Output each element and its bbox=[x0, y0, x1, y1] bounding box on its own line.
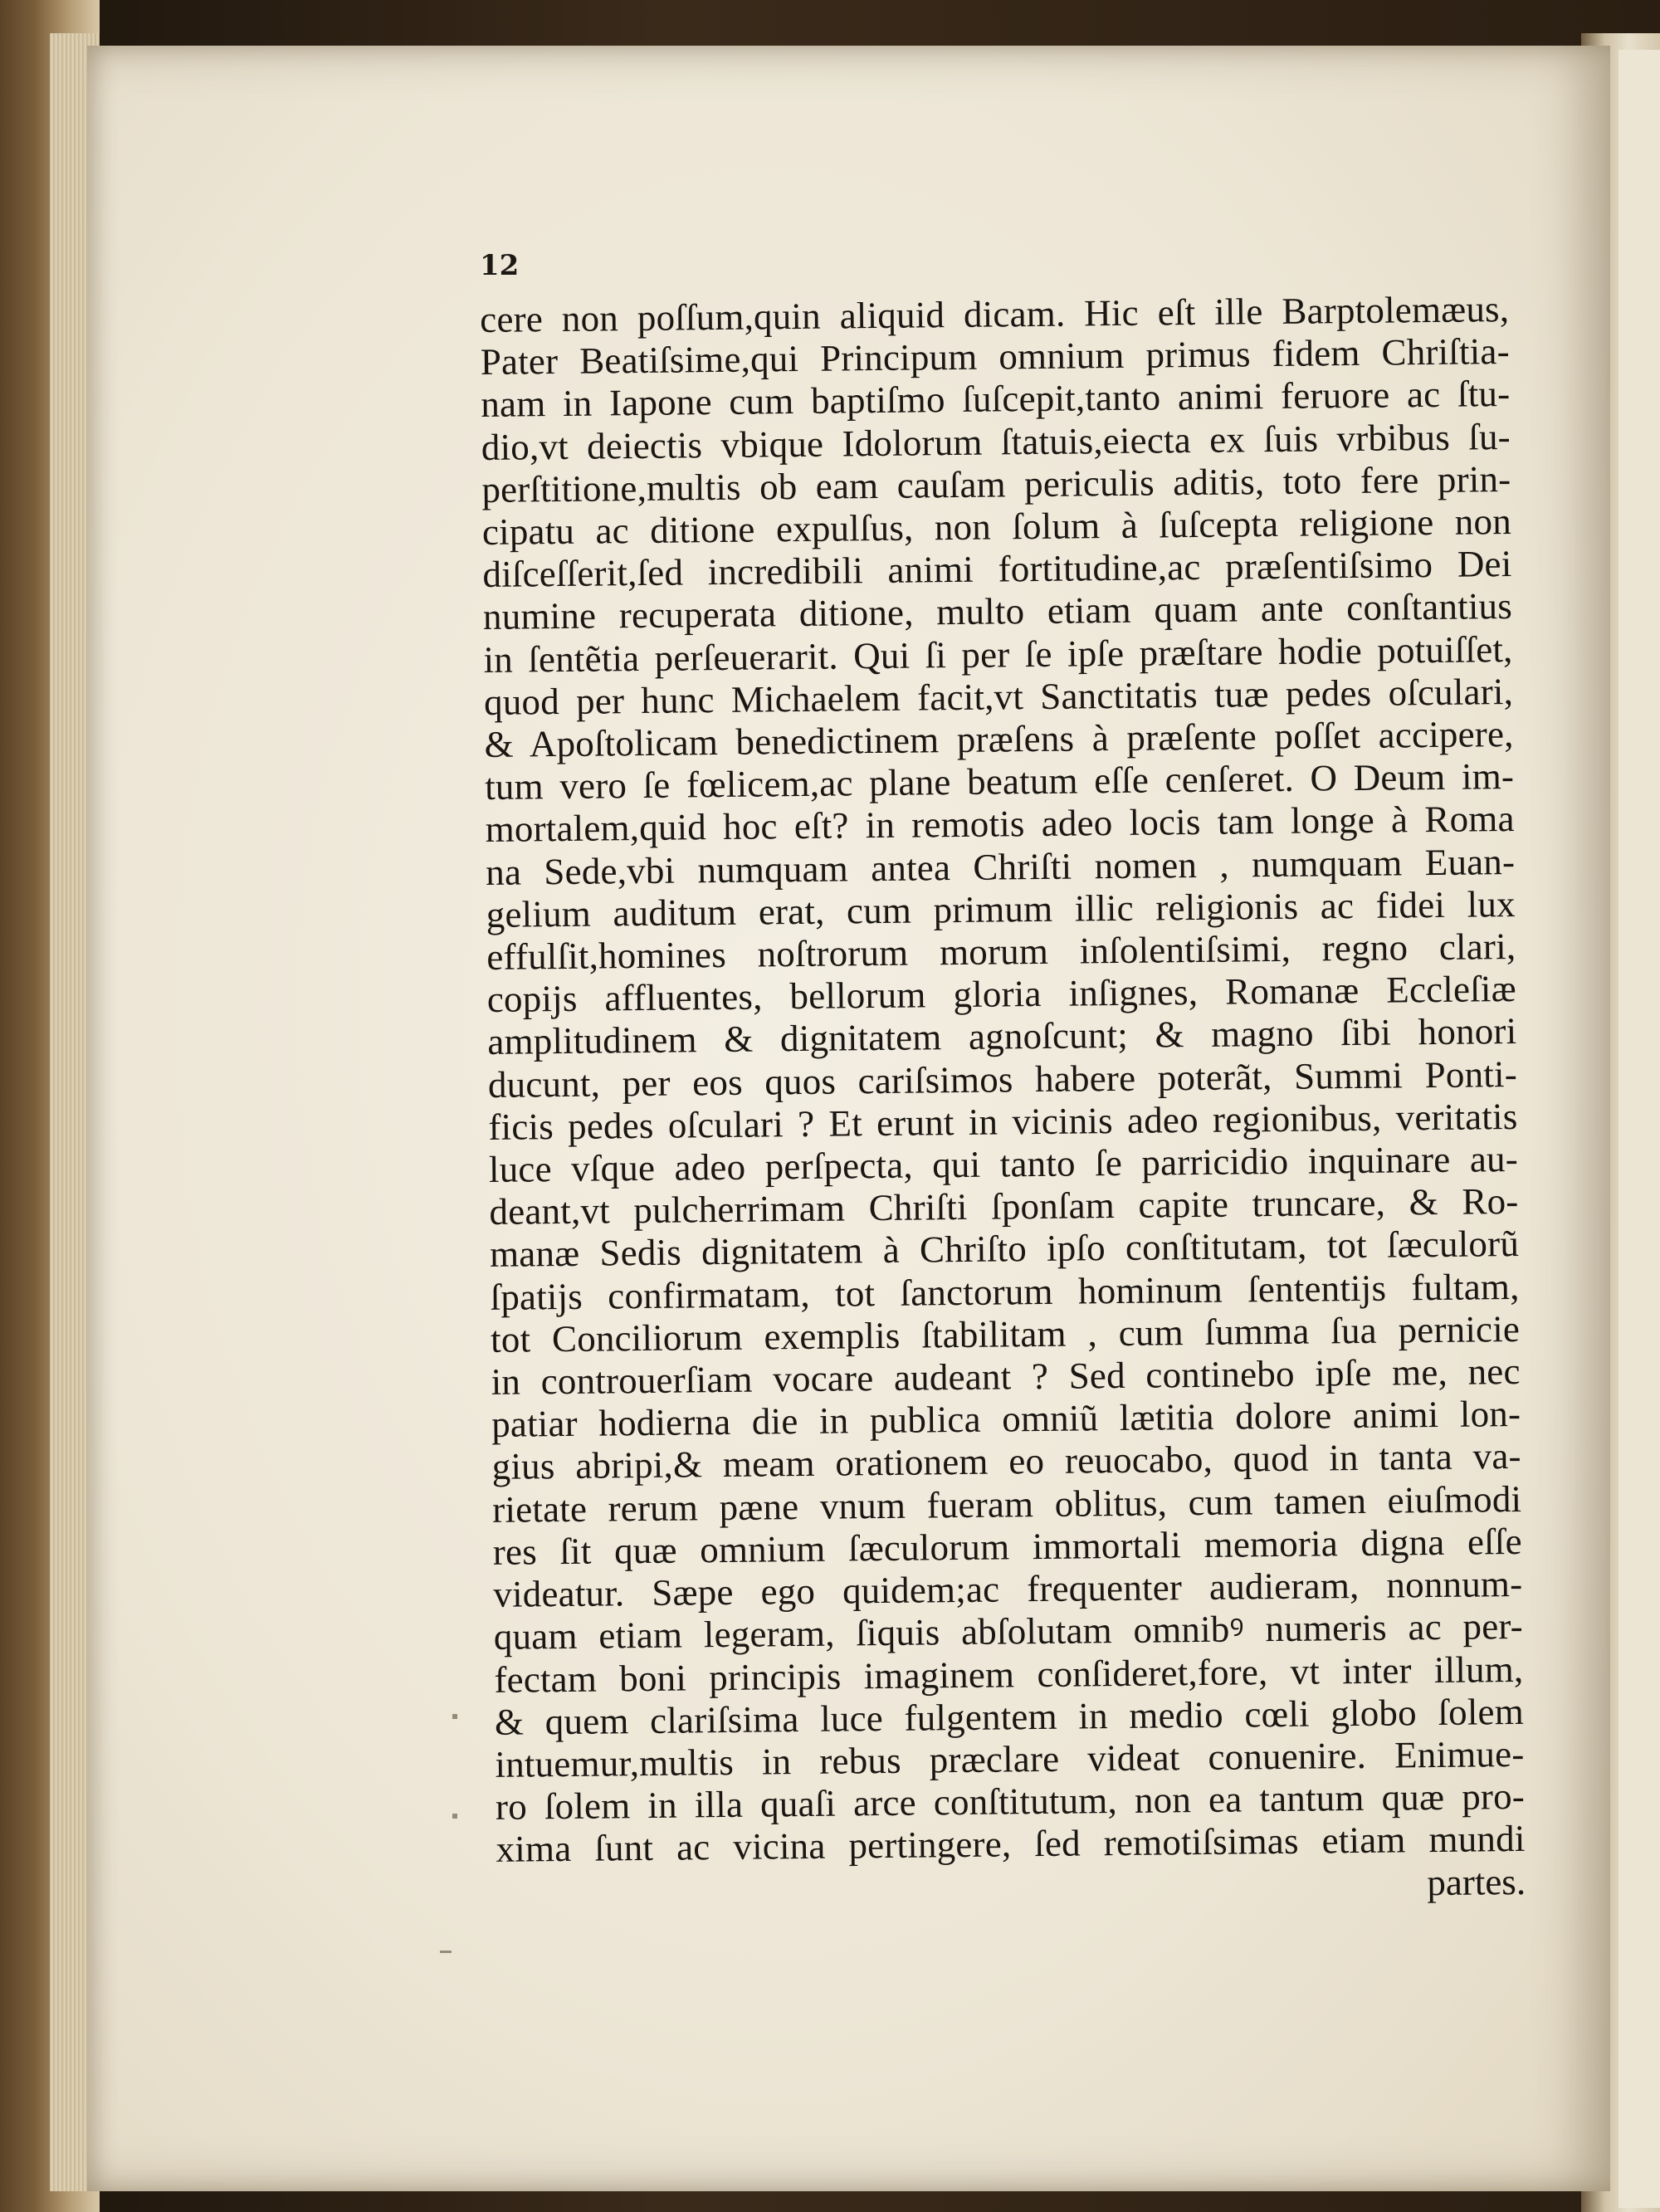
text-line: in controuerſiam vocare audeant ? Sed continebo ipſe me, nec bbox=[491, 1350, 1521, 1404]
text-line: res ſit quæ omnium ſæculorum immortali memoria digna eſſe bbox=[492, 1520, 1523, 1573]
text-line: amplitudinem & dignitatem agnoſcunt; & magno ſibi honori bbox=[487, 1010, 1517, 1063]
text-line: copijs affluentes, bellorum gloria inſignes, Romanæ Eccleſiæ bbox=[486, 968, 1517, 1021]
facing-page-edge bbox=[1618, 50, 1660, 2208]
text-line: luce vſque adeo perſpecta, qui tanto ſe parricidio inquinare au- bbox=[488, 1138, 1519, 1191]
text-line: dio,vt deiectis vbique Idolorum ſtatuis,eiecta ex ſuis vrbibus ſu- bbox=[481, 415, 1511, 468]
text-line: cipatu ac ditione expulſus, non ſolum à ſuſcepta religione non bbox=[481, 501, 1512, 553]
text-line: ficis pedes oſculari ? Et erunt in vicinis adeo regionibus, veritatis bbox=[488, 1095, 1518, 1148]
text-line: diſceſſerit,ſed incredibili animi fortitudine,ac præſentiſsimo Dei bbox=[482, 543, 1512, 596]
text-line: nam in Iapone cum baptiſmo ſuſcepit,tanto animi feruore ac ſtu- bbox=[481, 373, 1511, 426]
text-line: gelium auditum erat, cum primum illic religionis ac fidei lux bbox=[486, 882, 1516, 935]
margin-mark bbox=[440, 1951, 452, 1953]
text-line: ro ſolem in illa quaſi arce conſtitutum, non ea tantum quæ pro- bbox=[495, 1775, 1526, 1829]
text-line: intuemur,multis in rebus præclare videat conuenire. Enimue- bbox=[495, 1732, 1525, 1785]
text-line: rietate rerum pæne vnum fueram oblitus, cum tamen eiuſmodi bbox=[492, 1477, 1522, 1531]
text-line: numine recuperata ditione, multo etiam quam ante conſtantius bbox=[482, 585, 1513, 638]
text-line: cere non poſſum,quin aliquid dicam. Hic eſt ille Barptolemæus, bbox=[480, 288, 1510, 340]
text-line: & quem clariſsima luce fulgentem in medio cœli globo ſolem bbox=[494, 1690, 1525, 1743]
text-line: fectam boni principis imaginem conſideret,fore, vt inter illum, bbox=[494, 1648, 1524, 1701]
margin-mark bbox=[452, 1814, 457, 1819]
catchword: partes. bbox=[1427, 1860, 1526, 1903]
text-line: tum vero ſe fœlicem,ac plane beatum eſſe cenſeret. O Deum im- bbox=[484, 755, 1515, 808]
text-line: na Sede,vbi numquam antea Chriſti nomen , numquam Euan- bbox=[485, 840, 1516, 893]
text-line: tot Conciliorum exemplis ſtabilitam , cum ſumma ſua pernicie bbox=[490, 1307, 1521, 1360]
text-line: in ſentẽtia perſeuerarit. Qui ſi per ſe ipſe præſtare hodie potuiſſet, bbox=[483, 627, 1513, 681]
text-line: effulſit,homines noſtrorum morum inſolentiſsimi, regno clari, bbox=[486, 925, 1516, 979]
text-line: perſtitione,multis ob eam cauſam periculis aditis, toto fere prin- bbox=[481, 457, 1511, 510]
text-line: xima ſunt ac vicina pertingere, ſed remotiſsimas etiam mundi bbox=[496, 1818, 1526, 1871]
text-line: patiar hodierna die in publica omniũ lætitia dolore animi lon- bbox=[491, 1393, 1521, 1446]
text-line: deant,vt pulcherrimam Chriſti ſponſam capite truncare, & Ro- bbox=[489, 1180, 1519, 1233]
text-line: mortalem,quid hoc eſt? in remotis adeo locis tam longe à Roma bbox=[485, 798, 1515, 851]
text-line: ſpatijs confirmatam, tot ſanctorum hominum ſententijs fultam, bbox=[490, 1265, 1520, 1318]
text-line: videatur. Sæpe ego quidem;ac frequenter audieram, nonnum- bbox=[493, 1563, 1523, 1616]
page-number: 12 bbox=[480, 249, 520, 282]
text-line: & Apoſtolicam benedictinem præſens à præſente poſſet accipere, bbox=[484, 713, 1514, 766]
body-text bbox=[480, 288, 1526, 1914]
text-line: manæ Sedis dignitatem à Chriſto ipſo conſtitutam, tot ſæculorũ bbox=[489, 1223, 1520, 1276]
text-line: ducunt, per eos quos cariſsimos habere poterãt, Summi Ponti- bbox=[487, 1052, 1518, 1106]
text-line: gius abripi,& meam orationem eo reuocabo, quod in tanta va- bbox=[491, 1435, 1521, 1488]
text-line: quam etiam legeram, ſiquis abſolutam omnibꝰ numeris ac per- bbox=[493, 1605, 1524, 1658]
text-line: quod per hunc Michaelem facit,vt Sanctitatis tuæ pedes oſculari, bbox=[483, 670, 1514, 723]
margin-mark bbox=[452, 1714, 457, 1719]
text-line: Pater Beatiſsime,qui Principum omnium primus fidem Chriſtia- bbox=[480, 330, 1510, 383]
